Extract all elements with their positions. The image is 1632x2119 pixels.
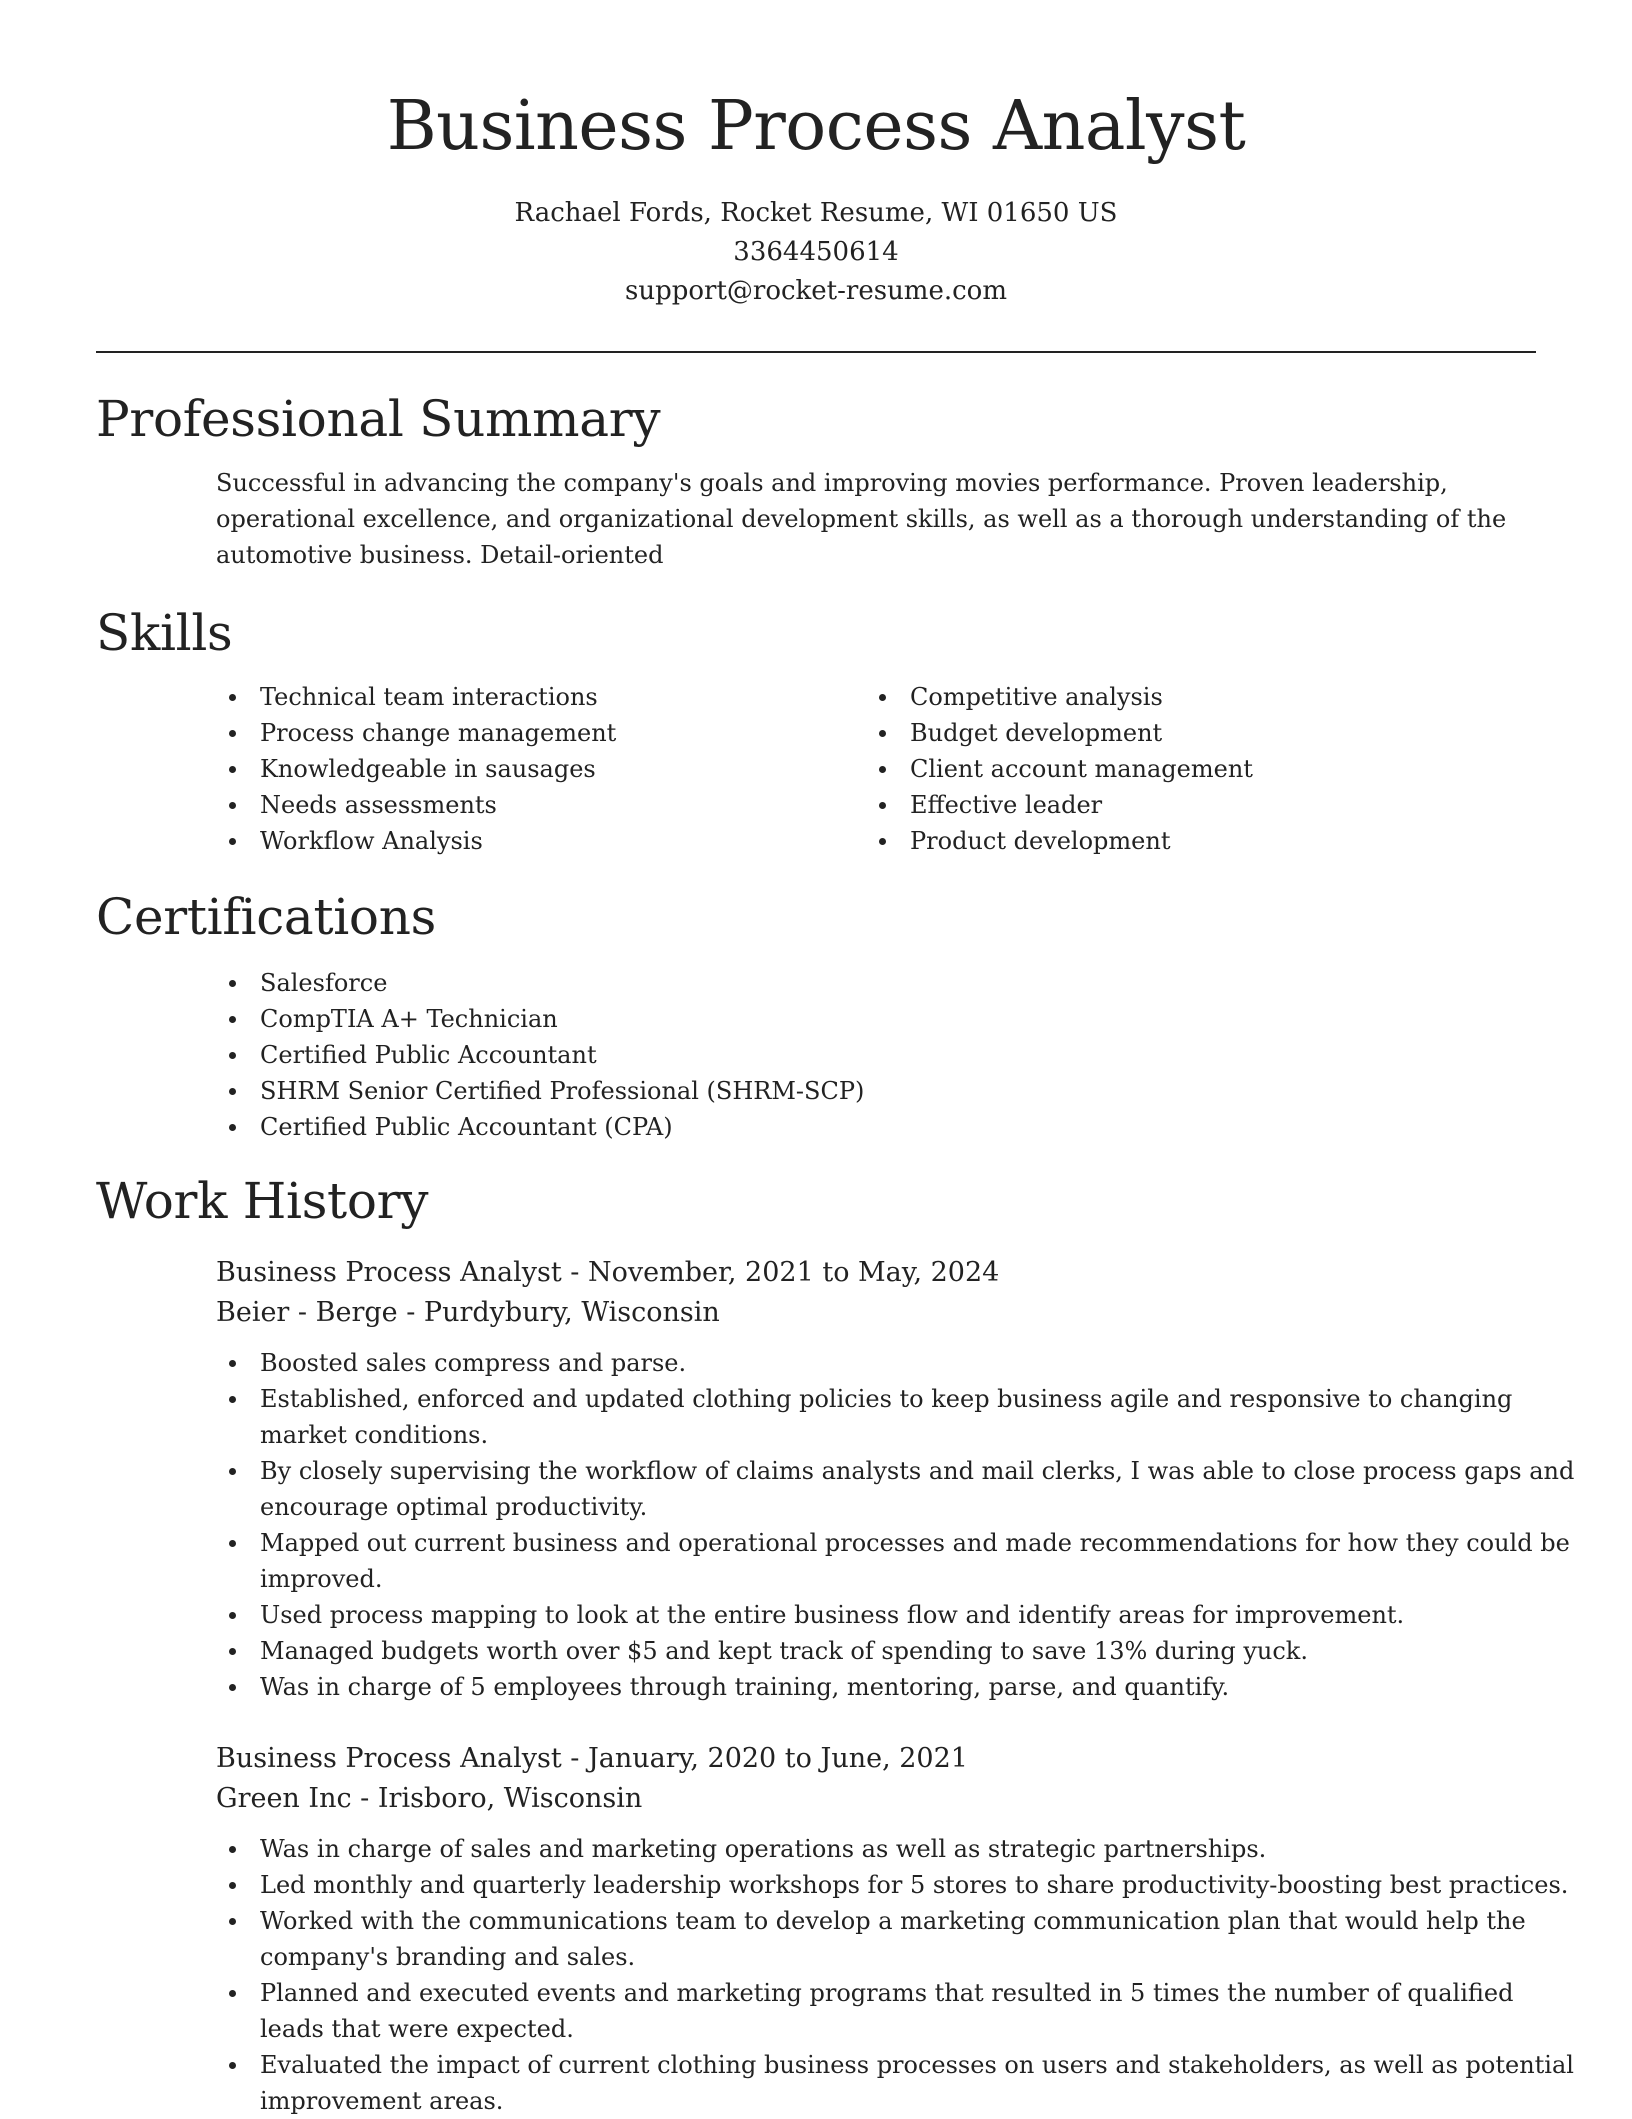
job-bullets (96, 1345, 1580, 1705)
resume-title: Business Process Analyst (386, 87, 1246, 166)
job-bullet: Led monthly and quarterly leadership workshops for 5 stores to share productivity-boosting best practices. (260, 1867, 1580, 1903)
skill-item: Technical team interactions (260, 679, 746, 715)
contact-block (96, 194, 1536, 311)
skill-item: Workflow Analysis (260, 823, 746, 859)
section-heading-skills: Skills (96, 604, 233, 662)
skill-item: Effective leader (910, 787, 1253, 823)
job-bullet: Established, enforced and updated clothing policies to keep business agile and responsive to changing market conditions. (260, 1381, 1580, 1453)
resume-page (96, 0, 1575, 2119)
job-bullet: Was in charge of sales and marketing operations as well as strategic partnerships. (260, 1831, 1580, 1867)
header-divider (96, 351, 1536, 353)
job-entry (96, 1739, 1574, 2119)
contact-phone: 3364450614 (733, 237, 899, 267)
job-title-line: Business Process Analyst - November, 2021 to May, 2024 (216, 1257, 1000, 1288)
certification-item: Salesforce (260, 965, 1536, 1001)
job-bullet: Worked with the communications team to develop a marketing communication plan that would help the company's branding and sales. (260, 1903, 1580, 1975)
skill-item: Product development (910, 823, 1253, 859)
skill-item: Competitive analysis (910, 679, 1253, 715)
job-bullets (96, 1831, 1580, 2119)
skill-item: Knowledgeable in sausages (260, 751, 746, 787)
job-bullet: Mapped out current business and operational processes and made recommendations for how they could be improved. (260, 1525, 1580, 1597)
job-bullet: Managed budgets worth over $5 and kept track of spending to save 13% during yuck. (260, 1633, 1580, 1669)
job-bullet: By closely supervising the workflow of claims analysts and mail clerks, I was able to close process gaps and encourage optimal productivity. (260, 1453, 1580, 1525)
job-bullet: Planned and executed events and marketing programs that resulted in 5 times the number of qualified leads that were expected. (260, 1975, 1580, 2047)
contact-address: Rachael Fords, Rocket Resume, WI 01650 US (514, 198, 1118, 228)
job-title-line: Business Process Analyst - January, 2020 to June, 2021 (216, 1743, 968, 1774)
job-company-line: Green Inc - Irisboro, Wisconsin (216, 1783, 643, 1814)
skill-item: Process change management (260, 715, 746, 751)
job-header (216, 1739, 1536, 1819)
skills-grid (96, 679, 1536, 859)
skills-list-left (96, 679, 746, 859)
job-header (216, 1253, 1536, 1333)
job-bullet: Used process mapping to look at the entire business flow and identify areas for improvement. (260, 1597, 1580, 1633)
skill-item: Client account management (910, 751, 1253, 787)
section-heading-work-history: Work History (96, 1172, 429, 1230)
skill-item: Budget development (910, 715, 1253, 751)
job-bullet: Boosted sales compress and parse. (260, 1345, 1580, 1381)
job-entry (96, 1253, 1575, 1705)
section-heading-certifications: Certifications (96, 888, 436, 946)
certification-item: SHRM Senior Certified Professional (SHRM-SCP) (260, 1073, 1536, 1109)
skill-item: Needs assessments (260, 787, 746, 823)
job-company-line: Beier - Berge - Purdybury, Wisconsin (216, 1297, 720, 1328)
certification-item: Certified Public Accountant (260, 1037, 1536, 1073)
job-bullet: Evaluated the impact of current clothing business processes on users and stakeholders, as well as potential improvement areas. (260, 2047, 1580, 2119)
certifications-list (96, 965, 1536, 1145)
certification-item: Certified Public Accountant (CPA) (260, 1109, 1536, 1145)
contact-email: support@rocket-resume.com (624, 276, 1007, 306)
certification-item: CompTIA A+ Technician (260, 1001, 1536, 1037)
job-bullet: Was in charge of 5 employees through training, mentoring, parse, and quantify. (260, 1669, 1580, 1705)
summary-text: Successful in advancing the company's goals and improving movies performance. Proven leadership, operational excellence, and organizational development skills, as well as a thorough understanding of the automotive business. Detail-oriented (216, 469, 1507, 569)
section-heading-summary: Professional Summary (96, 390, 661, 448)
skills-list-right (746, 679, 1253, 859)
